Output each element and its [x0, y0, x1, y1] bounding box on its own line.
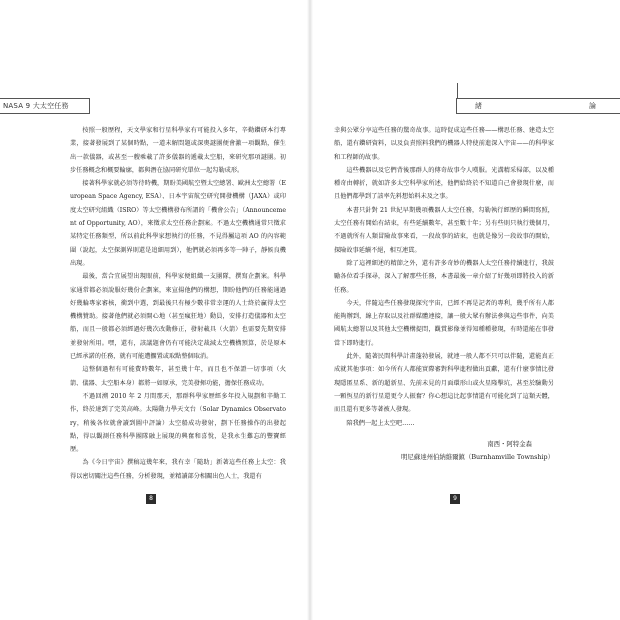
paragraph: 最後，當合宜展望出現眼前，科學家便組織一支團隊，撰寫企劃案。科學家通常都必須說服好幾份企劃案，來宣揚他們的構想，期盼他們的任務能通過好幾輪專家審核，衝到中選，到最後只有極少數非常幸運的人士終於贏得太空機構贊助。接著他們就必須開心地（甚至瘋狂地）動員，安排打造儀器和太空船，而且一般都必須經過好幾次改動修正，發射載具（火箭）也需要先期安排並發射所用。嘿，還有，該議題會仍有可能決定裁減太空機構預算，於是原本已經承諾的任務，就有可能遭擱置或取點整個取消。: [70, 273, 286, 361]
paragraph: 陪我們一起上太空吧……: [346, 419, 415, 427]
paragraph: 不過回溯 2010 年 2 月間那天，那群科學家歷經多年投入規劃和辛勤工作，終於達到了完美高峰。太陽動力學天文台（Solar Dynamics Observatory，稍後各位就會讀到圖中評論）太空船成功發射，劃下任務操作的出發起點，得以觀測任務科學團隊融上展現的興奮和喜悅，是我永生難忘的豐寶經歷。: [70, 392, 286, 454]
paragraph: 今天，伴隨這些任務發現探究宇宙，已經不再是記者的專利，幾乎所有人都能夠辦到，線上存取以及社群媒體連接，讓一般大眾有辦法參與這些事件，向美國航太總署以及其他太空機構提問，觀賞影像並得知種種發現，有時還能在事發當下即時進行。: [334, 299, 554, 347]
running-header-char: 論: [589, 102, 596, 110]
right-page: [310, 0, 620, 620]
paragraph: 這些機器以及它們背後那群人的傳奇故事令人嘆服。光溝精采帰部，以及種種奇由轉折，就如許多太空科學家所述，他們給終於不知道自己會發現什麼，而且他們都學到了該率先料想始料未及之事。: [334, 166, 554, 201]
running-header-char: 緒: [475, 102, 482, 110]
author-name: 南西・阿特金森: [487, 439, 532, 448]
right-page-body: [334, 124, 554, 464]
page-number-right: 9: [450, 494, 460, 504]
paragraph: 此外，隨著民間科學計畫蓬勃發展，就連一般人都不只可以伴隨，還能真正成就其他事項：如今所有人都能實際審對科學進程做出貢獻，還有什麼事情比發現隱匿星系、新的超新星、先前未見的月面環形山或火星隆擊坑，甚至於驗動另一顆恆星的新行星還更令人振奮？你心想這比起事情還有可能化到了這類天體，而且還有更多等著被人發現。: [334, 353, 554, 414]
paragraph: 按照一般歷程，天文學家和行星科學家有可能投入多年，辛勤鑽研本行專業，接著發展到了某個時點，一道未解問題或深奧謎團便會激一項觀點，催生出一款儀器，或甚至一艘乘載了許多儀器的遞載太空船，來研究那項謎團。初步任務概念和概要輪廓，都與潛在協同研究單位一起勾勒成形。: [70, 127, 286, 174]
paragraph: 這整個過程有可能費時數年，甚至幾十年，而且也不保證一切事項（火箭、儀器、太空船本身）都將一如原承，完美發揮功能，擔保任務成功。: [70, 366, 286, 387]
left-page-body: [70, 124, 286, 483]
page-number-left: 8: [146, 494, 156, 504]
paragraph: 幸與公眾分享這些任務的驚奇故事。這時促成這些任務——構思任務、建造太空船，還有鑽研資料，以及負責照料我們的機器人特使前進深入宇宙——的科學家和工程師的故事。: [334, 127, 554, 161]
author-location: 明尼蘇達州伯納維爾鎮（Burnhamville Township）: [401, 453, 554, 462]
paragraph: 本書只針對 21 世紀早期幾項機器人太空任務，勾勒執行經歷的瞬間寫照，太空任務有開始有結束，有些延續數年，甚至數十年；另有些則只執行幾個月，不過就所有人類冒險故事來看，一段故事的結束，也就是像另一段故事的開始，探險故事延續不絕，相互連貫。: [334, 206, 554, 254]
author-signature: [334, 438, 554, 465]
running-header-right: [456, 98, 620, 114]
running-header-left: NASA 9 大太空任務: [0, 98, 90, 114]
header-tick-mark: [457, 83, 458, 99]
paragraph: 接著科學家就必須等待時機，期盼美國航空暨太空總署、歐洲太空總署（European Space Agency, ESA）、日本宇宙航空研究開發機構（JAXA）或印度太空研究組織（ISRO）等太空機構發布所謂的「機會公告」（Announcement of Opportunity, AO），來徵求太空任務企劃案。不過太空機構通常只徵求某特定任務類型，所以前此科學家想執行的任務，不見得屬這項 AO 的內容範圍（說起，太空探測界則還是追細用到），他們就必須再多等一陣子，靜候良機出現。: [70, 180, 286, 267]
paragraph: 為《今日宇宙》撰稿這幾年來，我有幸「隨助」新著這些任務上太空：我得以密切關注這些任務，分析發現，並精讀部分相關出色人士，我還有: [70, 459, 286, 480]
paragraph: 除了這裡細述的精節之外，還有許多奇妙的機器人太空任務持續進行，我鼓勵各位看手探尋，深入了解那些任務，本書最後一章介紹了好幾項即將投入的新任務。: [334, 259, 554, 294]
